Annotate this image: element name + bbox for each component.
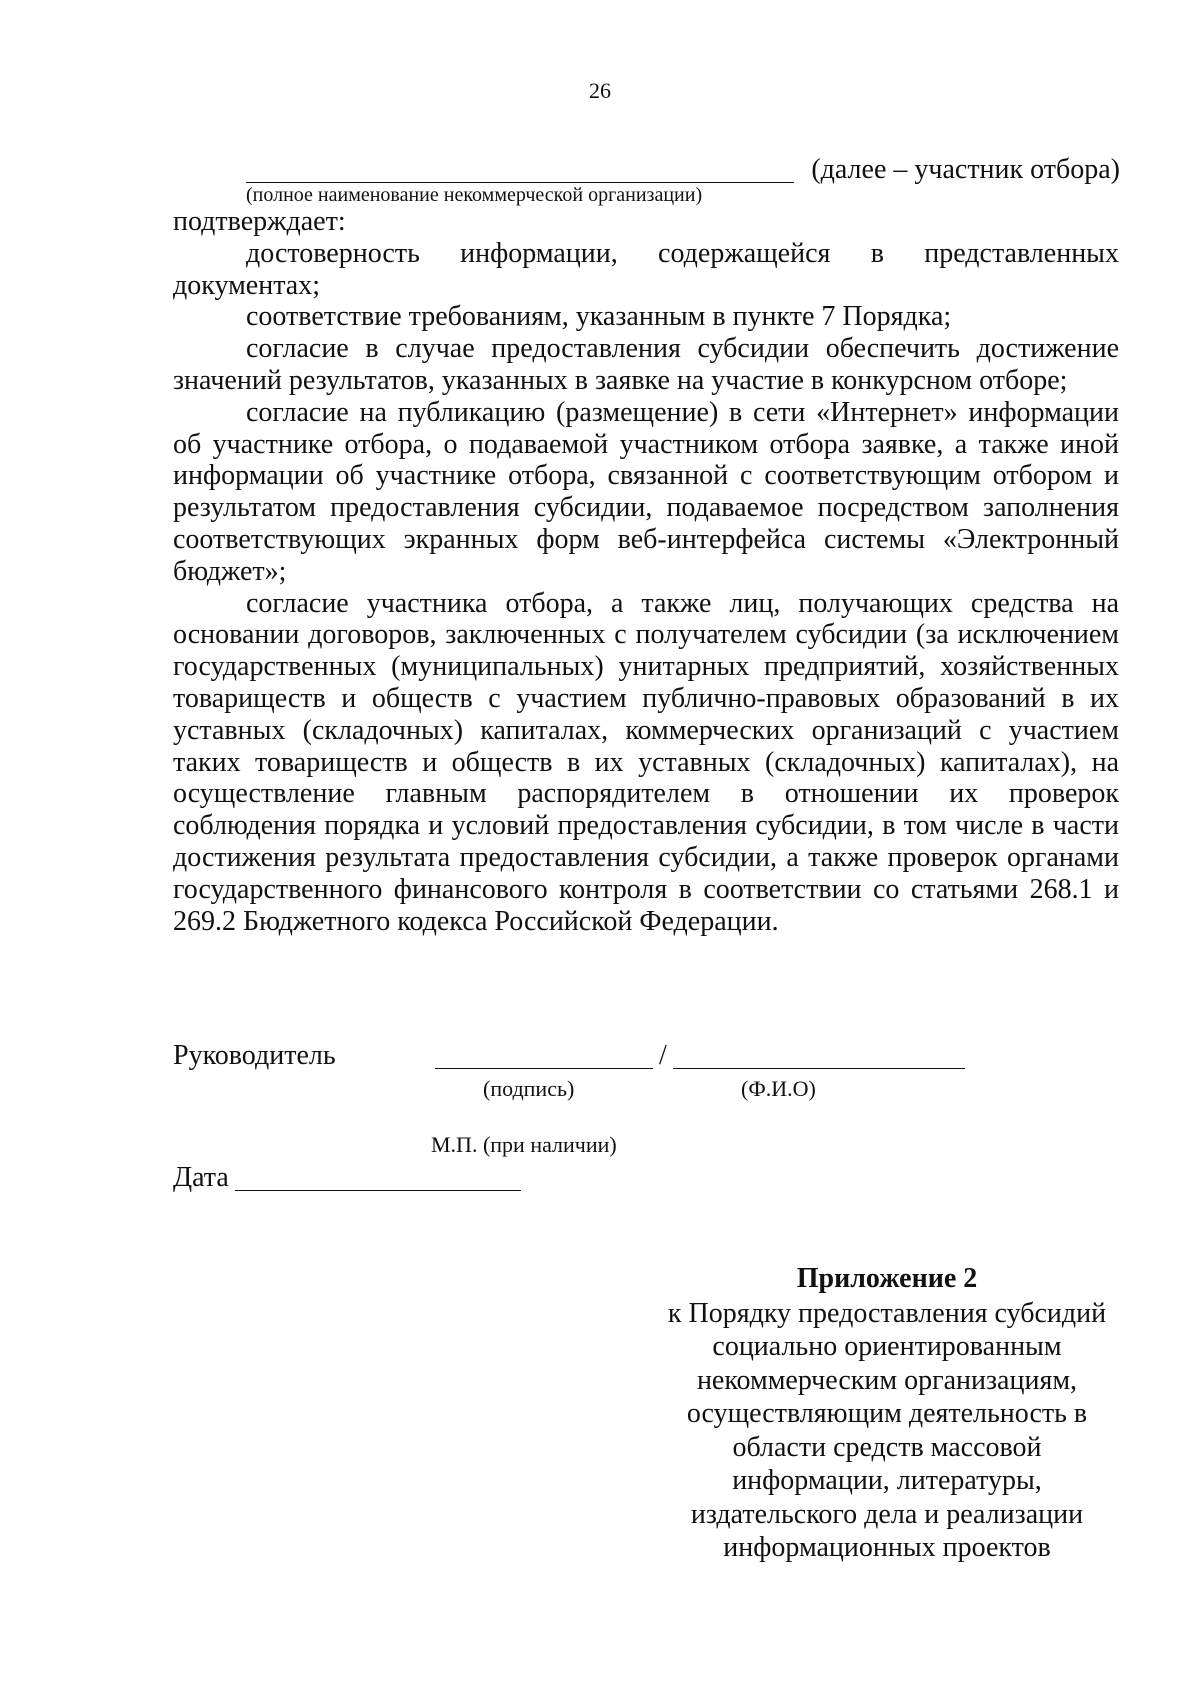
head-label: Руководитель [173, 1040, 336, 1071]
signature-caption: (подпись) [483, 1076, 575, 1101]
signature-block [173, 1040, 1119, 1220]
confirms-label: подтверждает: [173, 206, 346, 237]
stamp-note: М.П. (при наличии) [431, 1132, 617, 1157]
paragraph-compliance: соответствие требованиям, указанным в пункте 7 Порядка; [246, 301, 952, 333]
page-number: 26 [589, 78, 611, 103]
appendix-subtitle: к Порядку предоставления субсидий социально ориентированным некоммерческим организациям, осуществляющим деятельность в области средств массовой информации, литературы, издательского дела и реализации информационных проектов [667, 1297, 1107, 1563]
date-blank [235, 1190, 521, 1191]
paragraph-reliability: достоверность информации, содержащейся в представленных документах; [173, 237, 1119, 301]
paragraph-audit-consent: согласие участника отбора, а также лиц, получающих средства на основании договоров, заключенных с получателем субсидии (за исключением государственных (муниципальных) унитарных предприятий, хозяйственных товариществ и обществ с участием публично-правовых образований в их уставных (складочных) капиталах, коммерческих организаций с участием таких товариществ и обществ в их уставных (складочных) капиталах), на осуществление главным распорядителем в отношении их проверок соблюдения порядка и условий предоставления субсидии, в том числе в части достижения результата предоставления субсидии, а также проверок органами государственного финансового контроля в соответствии со статьями 268.1 и 269.2 Бюджетного кодекса Российской Федерации. [173, 587, 1119, 937]
paragraph-results-consent: согласие в случае предоставления субсидии обеспечить достижение значений результатов, указанных в заявке на участие в конкурсном отборе; [173, 333, 1119, 396]
paragraph-publication-consent: согласие на публикацию (размещение) в сети «Интернет» информации об участнике отбора, о подаваемой участником отбора заявке, а также иной информации об участнике отбора, связанной с соответствующим отбором и результатом предоставления субсидии, подаваемое посредством заполнения соответствующих экранных форм веб-интерфейса системы «Электронный бюджет»; [173, 396, 1119, 587]
body-text [173, 206, 1119, 937]
org-name-caption: (полное наименование некоммерческой организации) [246, 184, 703, 206]
slash-separator: / [659, 1040, 667, 1071]
fio-caption: (Ф.И.О) [741, 1076, 816, 1101]
appendix-title: Приложение 2 [796, 1263, 978, 1294]
date-label: Дата [173, 1162, 229, 1193]
org-name-blank [246, 182, 794, 183]
participant-suffix: (далее – участник отбора) [811, 154, 1120, 185]
signature-blank [435, 1068, 653, 1069]
fio-blank [673, 1068, 965, 1069]
appendix-heading [654, 1262, 1120, 1565]
